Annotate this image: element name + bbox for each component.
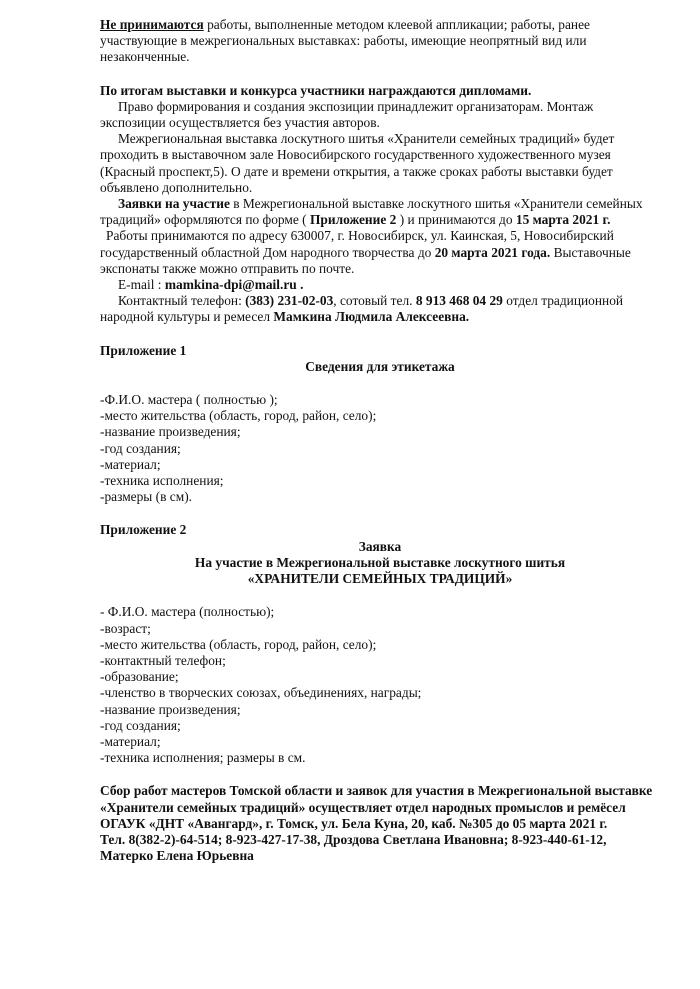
list-item: -размеры (в см). — [100, 489, 193, 505]
appendix-2-list — [100, 604, 660, 766]
phone-paragraph — [100, 293, 660, 325]
address-deadline: 20 марта 2021 года. — [434, 244, 551, 260]
applications-text-2: ) и принимаются до — [396, 212, 516, 228]
list-item: -год создания; — [100, 440, 181, 456]
appendix-1-title: Приложение 1 — [100, 342, 187, 358]
appendix-2-heading-3: «ХРАНИТЕЛИ СЕМЕЙНЫХ ТРАДИЦИЙ» — [247, 571, 513, 587]
email-link[interactable]: mamkina-dpi@mail.ru . — [164, 277, 304, 293]
not-accepted-lead: Не принимаются — [100, 17, 204, 32]
not-accepted-text: работы, выполненные методом клеевой аппликации; работы, ранее участвующие в межрегиональных выставках: работы, имеющие неопрятный вид или незаконченные. — [100, 17, 590, 65]
appendix-2-heading-2: На участие в Межрегиональной выставке лоскутного шитья — [194, 554, 566, 570]
applications-paragraph — [100, 196, 660, 228]
list-item: -техника исполнения; — [100, 473, 224, 489]
tomsk-contacts: Тел. 8(382-2)-64-514; 8-923-427-17-38, Дроздова Светлана Ивановна; 8-923-440-61-12, Матерко Елена Юрьевна — [100, 831, 607, 864]
email-label: E-mail : — [118, 277, 165, 293]
applications-lead: Заявки на участие — [118, 196, 230, 212]
list-item: -материал; — [100, 456, 161, 472]
address-paragraph — [100, 228, 660, 277]
list-item: -контактный телефон; — [100, 652, 226, 668]
not-accepted-paragraph — [100, 17, 660, 66]
appendix-2-title: Приложение 2 — [100, 522, 187, 538]
rights-paragraph: Право формирования и создания экспозиции принадлежит организаторам. Монтаж экспозиции осуществляется без участия авторов. — [100, 98, 594, 131]
appendix-2-heading-1: Заявка — [358, 538, 402, 554]
venue-paragraph: Межрегиональная выставка лоскутного шитья «Хранители семейных традиций» будет проходить в выставочном зале Новосибирского государственного художественного музея (Красный проспект,5). О дате и времени открытия, а также сроках работы выставки будет объявлено дополнительно. — [100, 131, 615, 195]
list-item: -членство в творческих союзах, объединениях, награды; — [100, 685, 422, 701]
list-item: -Ф.И.О. мастера ( полностью ); — [100, 392, 278, 408]
awards-heading: По итогам выставки и конкурса участники награждаются дипломами. — [100, 82, 532, 98]
address-text-1: Работы принимаются по адресу 630007, г. Новосибирск, ул. Каинская, 5, Новосибирский государственный областной Дом народного творчества до — [100, 228, 614, 260]
address-text-2: Выставочные экспонаты также можно отправить по почте. — [100, 244, 631, 276]
phone-text-1: , сотовый тел. — [333, 293, 416, 309]
list-item: - Ф.И.О. мастера (полностью); — [100, 604, 275, 620]
list-item: -место жительства (область, город, район, село); — [100, 636, 377, 652]
list-item: -название произведения; — [100, 701, 241, 717]
email-line — [100, 277, 660, 293]
list-item: -материал; — [100, 733, 161, 749]
appendix-1-heading: Сведения для этикетажа — [305, 358, 455, 374]
phone-label: Контактный телефон: — [118, 293, 246, 309]
tomsk-collection-paragraph: Сбор работ мастеров Томской области и заявок для участия в Межрегиональной выставке «Хранители семейных традиций» осуществляет отдел народных промыслов и ремёсел ОГАУК «ДНТ «Авангард», г. Томск, ул. Бела Куна, 20, каб. №305 до 05 марта 2021 г. — [100, 783, 653, 831]
list-item: -год создания; — [100, 717, 181, 733]
phone-number-1: (383) 231-02-03 — [245, 293, 334, 309]
applications-text-1: в Межрегиональной выставке лоскутного шитья «Хранители семейных традиций» оформляются по форме ( — [100, 196, 643, 228]
list-item: -название произведения; — [100, 424, 241, 440]
document-page — [100, 17, 660, 864]
phone-number-2: 8 913 468 04 29 — [415, 293, 503, 309]
list-item: -возраст; — [100, 620, 151, 636]
list-item: -техника исполнения; размеры в см. — [100, 750, 306, 766]
applications-ref: Приложение 2 — [310, 212, 397, 228]
appendix-1-list — [100, 392, 660, 505]
applications-deadline: 15 марта 2021 г. — [515, 212, 611, 228]
contact-person: Мамкина Людмила Алексеевна. — [273, 309, 470, 325]
list-item: -место жительства (область, город, район, село); — [100, 408, 377, 424]
list-item: -образование; — [100, 669, 179, 685]
phone-text-2: отдел традиционной народной культуры и ремесел — [100, 293, 624, 325]
